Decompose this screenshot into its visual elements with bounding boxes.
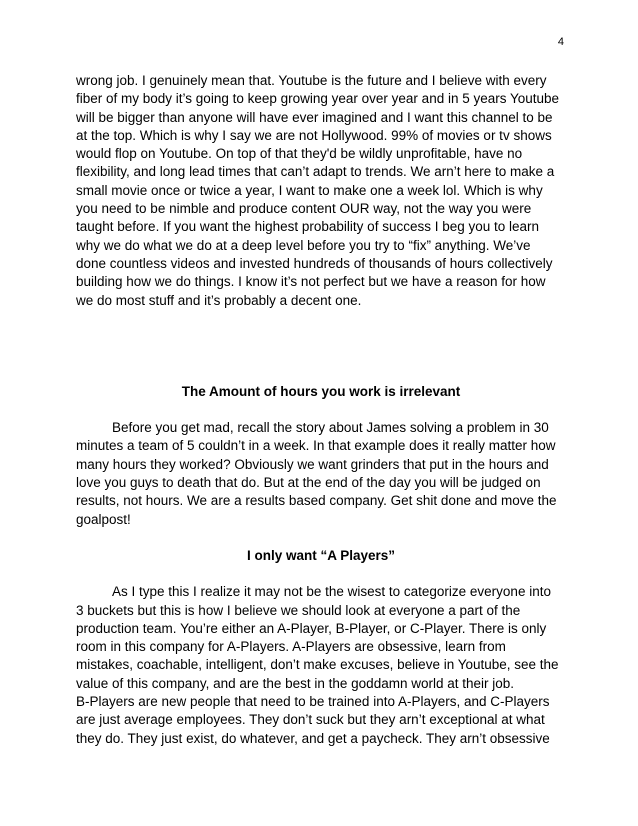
text-line: flexibility, and long lead times that can’t adapt to trends. We arn’t here to make a (76, 164, 555, 180)
text-line: small movie once or twice a year, I want to make one a week lol. Which is why (76, 182, 543, 198)
text-line: many hours they worked? Obviously we want grinders that put in the hours and (76, 456, 549, 472)
text-line: B-Players are new people that need to be trained into A-Players, and C-Players (76, 694, 550, 710)
text-line: done countless videos and invested hundreds of thousands of hours collectively (76, 255, 553, 271)
text-line: at the top. Which is why I say we are not Hollywood. 99% of movies or tv shows (76, 127, 552, 143)
heading-gap (76, 401, 566, 419)
paragraph-1 (76, 72, 566, 310)
text-line: are just average employees. They don’t suck but they arn’t exceptional at what (76, 712, 545, 728)
text-line: production team. You’re either an A-Player, B-Player, or C-Player. There is only (76, 620, 547, 636)
text-line: room in this company for A-Players. A-Players are obsessive, learn from (76, 639, 506, 655)
section-gap (76, 529, 566, 547)
paragraph-2 (76, 419, 566, 529)
paragraph-3 (76, 583, 566, 748)
text-line: As I type this I realize it may not be the wisest to categorize everyone into (112, 584, 551, 600)
text-line: why we do what we do at a deep level before you try to “fix” anything. We’ve (76, 237, 531, 253)
text-line: 3 buckets but this is how I believe we should look at everyone a part of the (76, 602, 521, 618)
text-line: value of this company, and are the best in the goddamn world at their job. (76, 675, 515, 691)
text-line: you need to be nimble and produce content OUR way, not the way you were (76, 201, 532, 217)
section-heading-hours: The Amount of hours you work is irrelevant (181, 383, 461, 399)
page-number: 4 (557, 36, 564, 48)
section-heading-a-players: I only want “A Players” (246, 547, 396, 563)
text-line: fiber of my body it’s going to keep growing year over year and in 5 years Youtube (76, 91, 560, 107)
text-line: would flop on Youtube. On top of that they'd be wildly unprofitable, have no (76, 146, 523, 162)
text-line: will be bigger than anyone will have ever imagined and I want this channel to be (76, 109, 553, 125)
section-gap (76, 310, 566, 383)
text-line: taught before. If you want the highest probability of success I beg you to learn (76, 219, 540, 235)
text-line: mistakes, coachable, intelligent, don’t make excuses, believe in Youtube, see the (76, 657, 559, 673)
text-line: wrong job. I genuinely mean that. Youtube is the future and I believe with every (76, 73, 547, 88)
text-line: love you guys to death that do. But at the end of the day you will be judged on (76, 475, 541, 491)
heading-gap (76, 565, 566, 583)
text-line: building how we do things. I know it’s not perfect but we have a reason for how (76, 274, 546, 290)
text-line: Before you get mad, recall the story about James solving a problem in 30 (112, 420, 549, 436)
text-line: they do. They just exist, do whatever, and get a paycheck. They arn’t obsessive (76, 730, 550, 746)
text-line: results, not hours. We are a results based company. Get shit done and move the (76, 493, 557, 509)
text-line: minutes a team of 5 couldn’t in a week. In that example does it really matter how (76, 438, 556, 454)
text-line: goalpost! (76, 511, 131, 527)
text-line: we do most stuff and it’s probably a decent one. (76, 292, 362, 308)
page-content (76, 72, 566, 748)
